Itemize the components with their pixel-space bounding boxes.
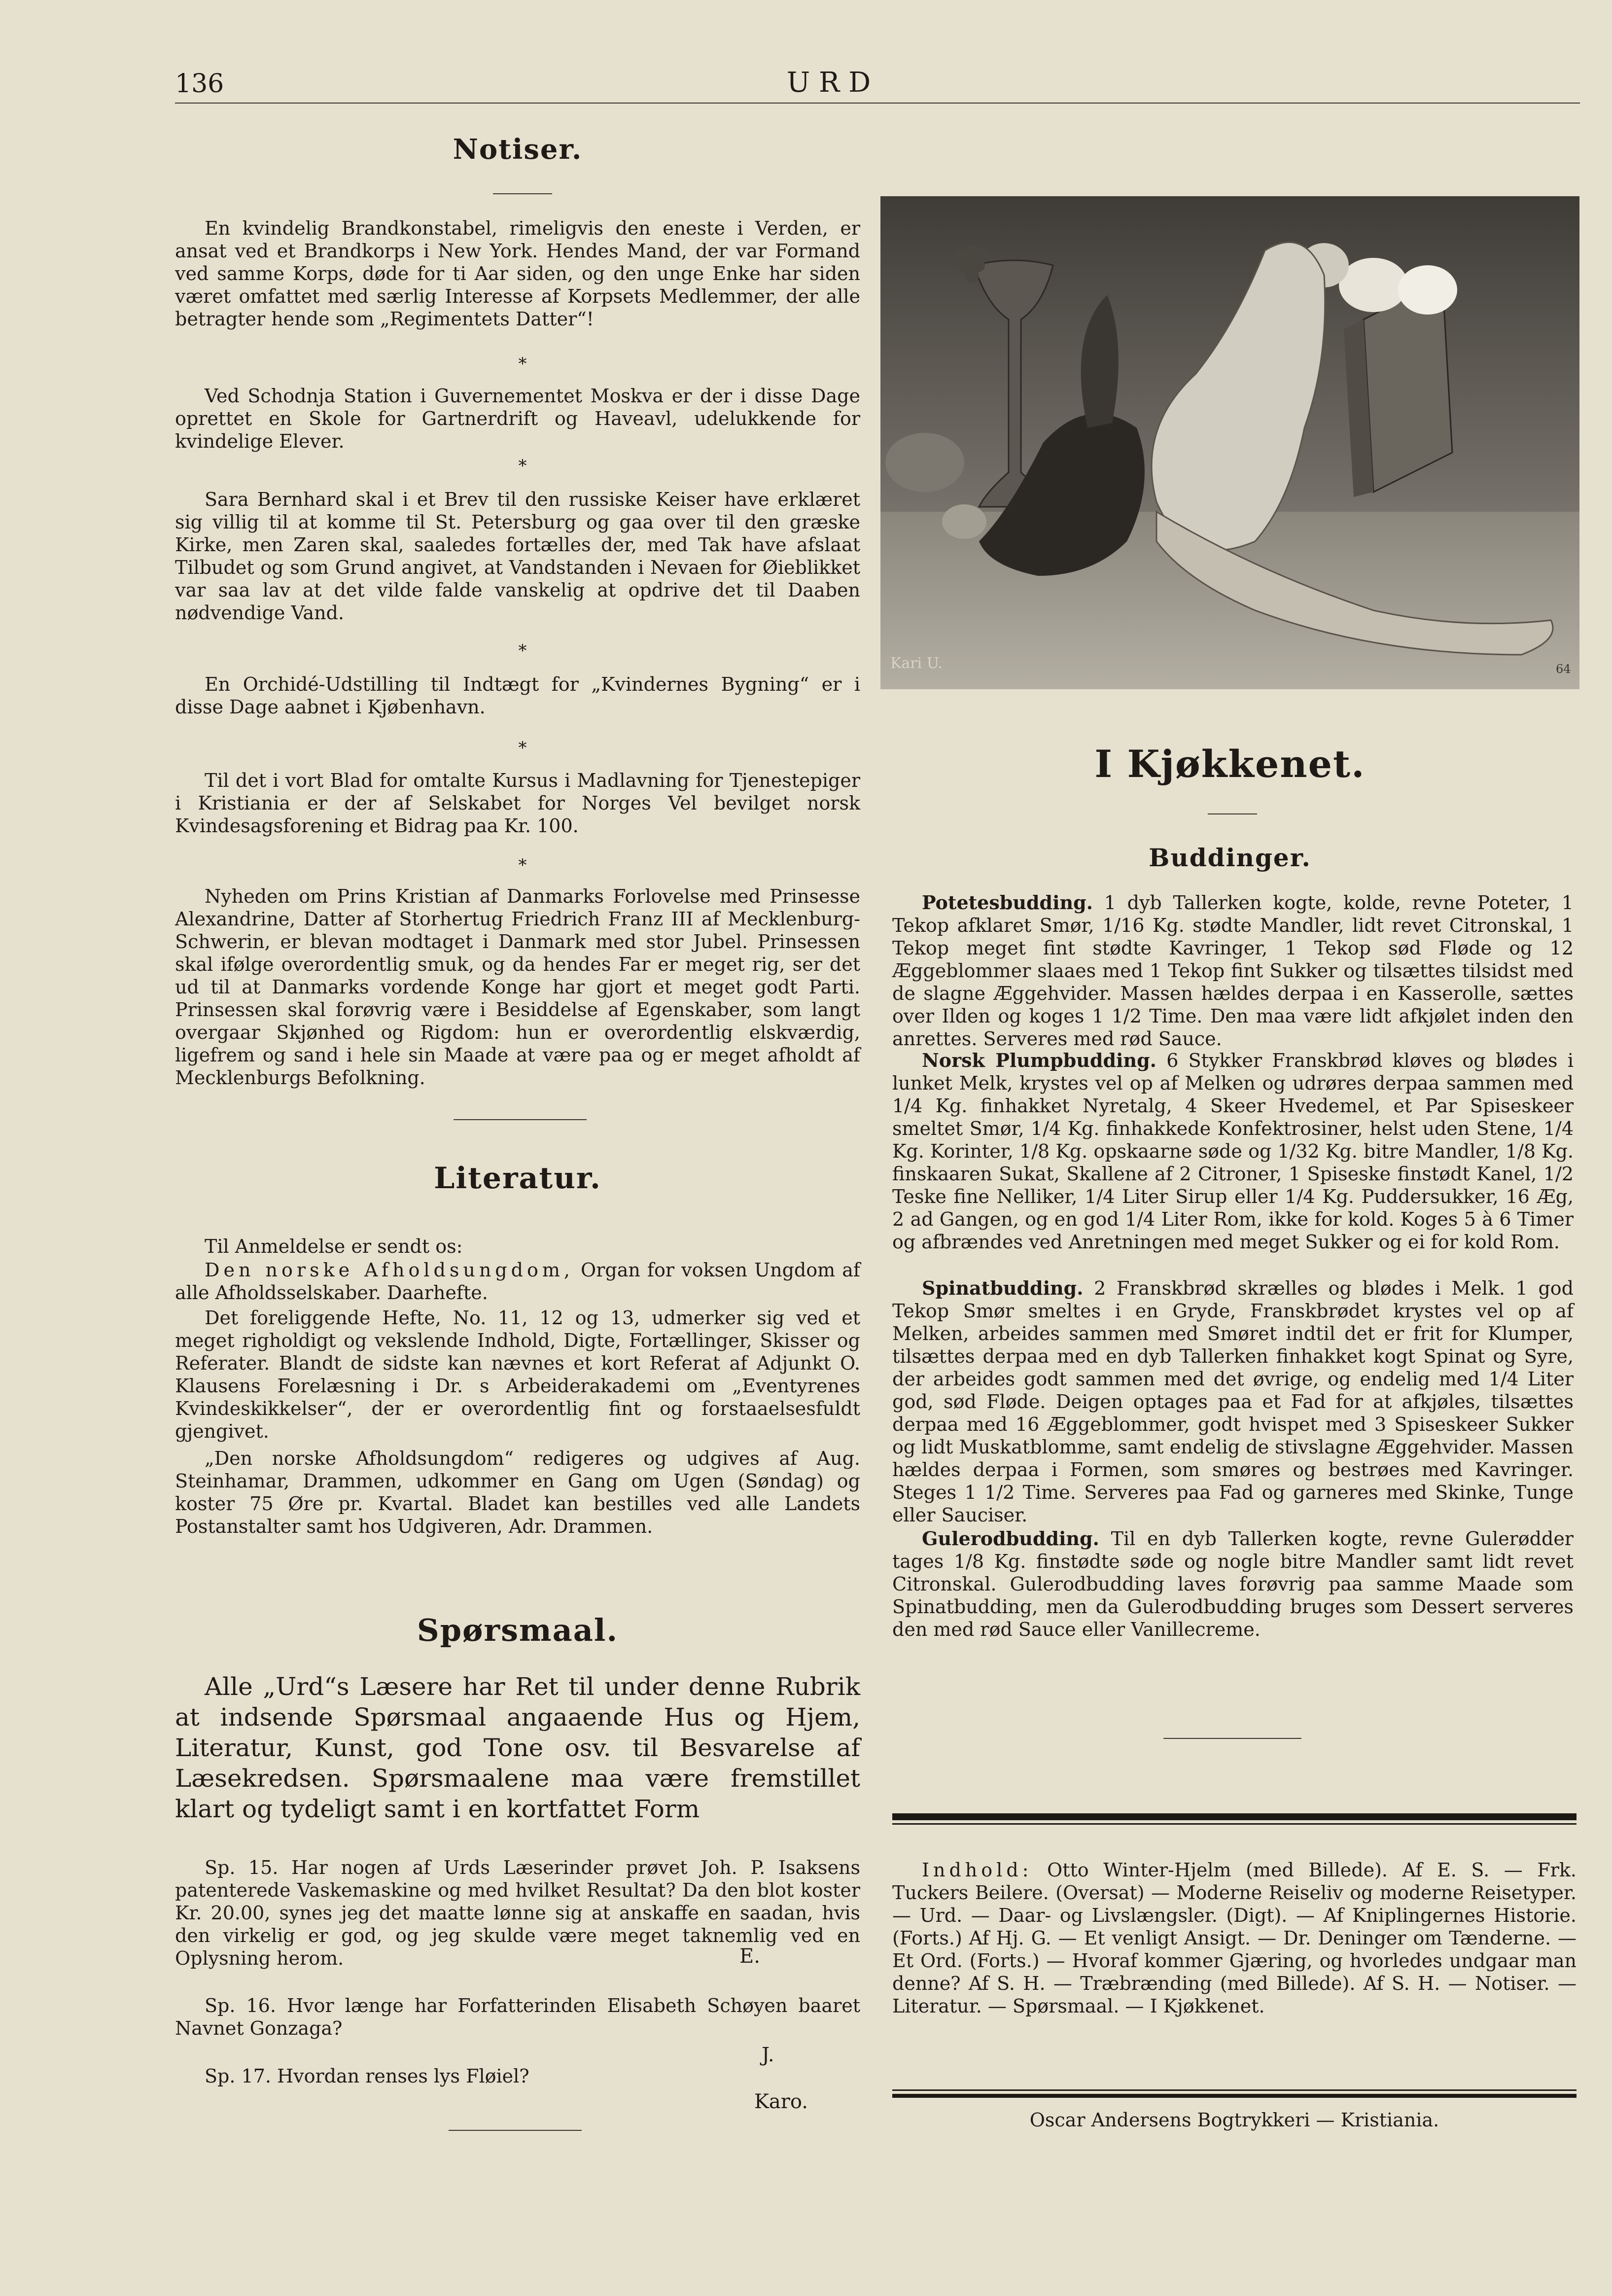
recipe-norsk-plumpbudding — [892, 1049, 1574, 1253]
recipe-name: Spinatbudding. — [922, 1277, 1084, 1299]
recipe-spinatbudding — [892, 1277, 1574, 1526]
question-17: Sp. 17. Hvordan renses lys Fløiel? — [205, 2065, 529, 2087]
recipe-potetesbudding — [892, 891, 1574, 1050]
question-15: Sp. 15. Har nogen af Urds Læserinder prøvet Joh. P. Isaksens patenterede Vaskemaskine og med hvilket Resultat? Da den blot koster Kr. 20.00, synes jeg det maatte lønne sig at anskaffe en saadan, hvis den virkelig er god, og jeg skulde være meget taknemlig ved en Oplysning herom. — [175, 1857, 860, 1969]
kitchen-subtitle: Buddinger. — [1149, 843, 1311, 872]
question-16-signature: J. — [762, 2044, 774, 2066]
left-column-end-rule — [449, 2130, 582, 2131]
recipe-text: 2 Franskbrød skrælles og blødes i Melk. 1 god Tekop Smør smeltes i en Gryde, Franskbrødet krystes vel op af Melken, arbeides sammen med Smøret indtil det er frit for Klumper, tilsættes derpaa med en dyb Tallerken finhakket kogt Spinat og Syre, der arbeides godt sammen med det øvrige, og endelig med 1/4 Liter god, sød Fløde. Deigen optages paa et Fad for at afkjøles, tilsættes derpaa med 16 Æggeblommer, godt hvispet med 3 Spiseskeer Sukker og lidt Muskatblomme, samt endelig de stivslagne Æggehvider. Massen hældes derpaa i Formen, som smøres og bestrøes med Kavringer. Steges 1 1/2 Time. Serveres paa Fad og garneres med Skinke, Tunge eller Sauciser. — [892, 1277, 1574, 1526]
literature-para-2: „Den norske Afholdsungdom“ redigeres og udgives af Aug. Steinhamar, Drammen, udkommer en Gang om Ugen (Søndag) og koster 75 Øre pr. Kvartal. Bladet kan bestilles ved alle Landets Postanstalter samt hos Udgiveren, Adr. Drammen. — [175, 1448, 860, 1537]
recipe-text: 1 dyb Tallerken kogte, kolde, revne Poteter, 1 Tekop afklaret Smør, 1/16 Kg. stødte Mandler, lidt revet Citronskal, 1 Tekop meget fint stødte Kavringer, 1 Tekop sød Fløde og 12 Æggeblommer slaaes med 1 Tekop fint Sukker og tilsættes tilsidst med de slagne Æggehvider. Massen hældes derpaa i en Kasserolle, sættes over Ilden og koges 1 1/2 Time. Den maa være lidt afkjølet inden den anrettes. Serveres med rød Sauce. — [892, 892, 1574, 1050]
recipe-name: Gulerodbudding. — [922, 1527, 1099, 1550]
printer-imprint: Oscar Andersens Bogtrykkeri — Kristiania. — [1029, 2109, 1439, 2131]
recipe-name: Potetesbudding. — [922, 891, 1093, 914]
literature-para-1: Det foreliggende Hefte, No. 11, 12 og 13, udmerker sig ved et meget righoldigt og vekslende Indhold, Digte, Fortællinger, Skisser og Referater. Blandt de sidste kan nævnes et kort Referat af Adjunkt O. Klausens Forelæsning i Dr. s Arbeiderakademi om „Eventyrenes Kvindeskikkelser“, der er overordentlig fint og forstaaelsesfuldt gjengivet. — [175, 1307, 860, 1442]
questions-intro: Alle „Urd“s Læsere har Ret til under denne Rubrik at indsende Spørsmaal angaaende Hus og Hjem, Literatur, Kunst, god Tone osv. til Besvarelse af Læsekredsen. Spørsmaalene maa være fremstillet klart og tydeligt samt i en kortfattet Form — [175, 1672, 860, 1823]
notice-separator: * — [518, 738, 527, 758]
notice-6: Nyheden om Prins Kristian af Danmarks Forlovelse med Prinsesse Alexandrine, Datter af Storhertug Friedrich Franz III af Mecklenburg-Schwerin, er blevan modtaget i Danmark med stor Jubel. Prinsessen skal ifølge overordentlig smuk, og da hendes Far er meget rig, ser det ud til at Danmarks vordende Konge har gjort et meget godt Parti. Prinsessen skal forøvrig være i Besiddelse af Egenskaber, som langt overgaar Skjønhed og Rigdom: hun er overordentlig elskværdig, ligefrem og sand i hele sin Maade at være paa og er meget afholdt af Mecklenburgs Befolkning. — [175, 885, 860, 1089]
contents-bottom-rule-thin — [892, 2089, 1577, 2091]
kitchen-title: I Kjøkkenet. — [1094, 742, 1366, 786]
recipe-name: Norsk Plumpbudding. — [922, 1049, 1156, 1071]
notice-3: Sara Bernhard skal i et Brev til den russiske Keiser have erklæret sig villig til at komme til St. Petersburg og gaa over til den græske Kirke, men Zaren skal, saaledes fortælles der, med Tak have afslaat Tilbudet og som Grund angivet, at Vandstanden i Nevaen for Øieblikket var saa lav at det vilde falde vanskelig at opdrive det til Daaben nødvendige Vand. — [175, 489, 860, 624]
notice-1: En kvindelig Brandkonstabel, rimeligvis den eneste i Verden, er ansat ved et Brandkorps i New York. Hendes Mand, der var Formand ved samme Korps, døde for ti Aar siden, og den unge Enke har siden været omfattet med særlig Interesse af Korpsets Medlemmer, der alle betragter hende som „Regimentets Datter“! — [175, 217, 860, 330]
recipe-gulerodbudding — [892, 1527, 1574, 1641]
contents-bottom-rule-thick — [892, 2094, 1577, 2098]
contents-text: Otto Winter-Hjelm (med Billede). Af E. S. — Frk. Tuckers Beilere. (Oversat) — Moderne Reiseliv og moderne Reisetyper. — Urd. — Daar- og Livslængsler. (Digt). — Af Kniplingernes Historie. (Forts.) Af Hj. G. — Et venligt Ansigt. — Dr. Deninger om Tænderne. — Et Ord. (Forts.) — Hvoraf kommer Gjæring, og hvorledes undgaar man denne? Af S. H. — Træbrænding (med Billede). Af S. H. — Notiser. — Literatur. — Spørsmaal. — I Kjøkkenet. — [892, 1859, 1577, 2017]
header-rule — [175, 103, 1580, 104]
literature-top-rule — [454, 1119, 587, 1120]
still-life-drawing — [880, 196, 1579, 689]
notice-separator: * — [518, 354, 527, 374]
still-life-illustration — [880, 196, 1579, 689]
recipe-text: Til en dyb Tallerken kogte, revne Gulerødder tages 1/8 Kg. finstødte søde og nogle bitre Mandler samt lidt revet Citronskal. Gulerodbudding laves forøvrig paa samme Maade som Spinatbudding, men da Gulerodbudding bruges som Dessert serveres den med rød Sauce eller Vanillecreme. — [892, 1528, 1574, 1640]
notice-separator: * — [518, 855, 527, 875]
kitchen-title-rule — [1208, 813, 1257, 814]
notices-title: Notiser. — [453, 133, 583, 166]
literature-intro: Til Anmeldelse er sendt os: — [205, 1236, 463, 1257]
illustration-signature-right: 64 — [1556, 662, 1571, 676]
illustration-signature-left: Kari U. — [890, 655, 943, 672]
contents-top-rule-thick — [892, 1813, 1577, 1820]
journal-name: Den norske Afholdsungdom, — [205, 1259, 574, 1281]
recipe-text: 6 Stykker Franskbrød kløves og blødes i lunket Melk, krystes vel op af Melken og udrøres derpaa sammen med 1/4 Kg. finhakket Nyretalg, 4 Skeer Hvedemel, et Par Spiseskeer smeltet Smør, 1/4 Kg. finhakkede Konfektrosiner, helst uden Stene, 1/4 Kg. Korinter, 1/8 Kg. opskaarne søde og 1/32 Kg. bitre Mandler, 1/8 Kg. finskaaren Sukat, Skallene af 2 Citroner, 1 Spiseske finstødt Kanel, 1/2 Teske fine Nelliker, 1/4 Liter Sirup eller 1/4 Kg. Puddersukker, 16 Æg, 2 ad Gangen, og en god 1/4 Liter Rom, ikke for kold. Koges 5 à 6 Timer og afbrændes ved Anretningen med meget Sukker og ei for kold Rom. — [892, 1050, 1574, 1253]
page-number: 136 — [175, 69, 224, 99]
questions-title: Spørsmaal. — [417, 1612, 619, 1648]
journal-title: URD — [786, 67, 880, 99]
notice-5: Til det i vort Blad for omtalte Kursus i Madlavning for Tjenestepiger i Kristiania er der af Selskabet for Norges Vel bevilget norsk Kvindesagsforening et Bidrag paa Kr. 100. — [175, 770, 860, 837]
notice-2: Ved Schodnja Station i Guvernementet Moskva er der i disse Dage oprettet en Skole for Gartnerdrift og Haveavl, udelukkende for kvindelige Elever. — [175, 385, 860, 452]
literature-journal — [175, 1259, 860, 1304]
question-16: Sp. 16. Hvor længe har Forfatterinden Elisabeth Schøyen baaret Navnet Gonzaga? — [175, 1995, 860, 2039]
literature-title: Literatur. — [434, 1161, 601, 1196]
contents-label: Indhold: — [922, 1859, 1033, 1881]
kitchen-end-rule — [1163, 1738, 1301, 1739]
contents-top-rule-thin — [892, 1823, 1577, 1825]
notice-separator: * — [518, 456, 527, 476]
notice-separator: * — [518, 641, 527, 661]
table-of-contents — [892, 1859, 1577, 2017]
notices-title-rule — [493, 193, 552, 194]
journal-description: Organ for voksen Ungdom af alle Afholdsselskaber. Daarhefte. — [175, 1259, 860, 1304]
question-17-signature: Karo. — [754, 2090, 808, 2113]
notice-4: En Orchidé-Udstilling til Indtægt for „Kvindernes Bygning“ er i disse Dage aabnet i Kjøbenhavn. — [175, 673, 860, 718]
question-15-signature: E. — [739, 1945, 760, 1968]
